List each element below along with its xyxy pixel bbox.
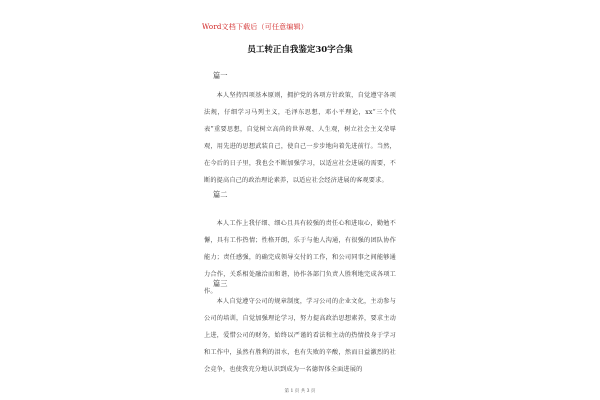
section-paragraph-3: 本人自觉遵守公司的规章制度，学习公司的企业文化，主动参与公司的培训，自觉加强理论学习，努力提高政治思想素养，要求主动上进，爱惜公司的财务，始终以严谨的看法和主动的热情投身于学习和工作中，虽然有胜利的泪水，也有失败的辛酸，然而日益激烈的社会竞争，也使我充分地认识到成为一名德智体全面进展的 — [204, 298, 396, 373]
download-watermark: Word文档下载后（可任意编辑） — [202, 23, 308, 31]
section-heading-1: 篇一 — [213, 71, 228, 80]
page-number-footer: 第 1 页 共 3 页 — [284, 389, 316, 394]
section-paragraph-1: 本人坚持四项基本原则，拥护党的各项方针政策，自觉遵守各项法规，仔细学习马列主义，毛泽东思想，邓小平理论，xx“三个代表”重要思想，自觉树立高尚的世界观、人生观，树立社会主义荣辱观，用先进的思想武装自己，使自己一步步地向着先进前行。当然，在今后的日子里，我也会不断加强学习，以适应社会进展的需要，不断的提高自己的政治理论素养，以适应社会经济进展的客观要求。 — [204, 92, 396, 184]
section-heading-2: 篇二 — [213, 190, 228, 199]
document-title: 员工转正自我鉴定30字合集 — [247, 45, 353, 55]
section-paragraph-2: 本人工作上我仔细、细心且具有较强的责任心和进取心，勤勉不懈，具有工作热情；性格开朗，乐于与他人沟通，有很强的团队协作能力；责任感强，的确完成领导交付的工作，和公司同事之间能够通力合作，关系相处融洽而和谐，协作各部门负责人胜利地完成各项工作。 — [204, 220, 396, 295]
section-heading-3: 篇三 — [213, 279, 228, 288]
